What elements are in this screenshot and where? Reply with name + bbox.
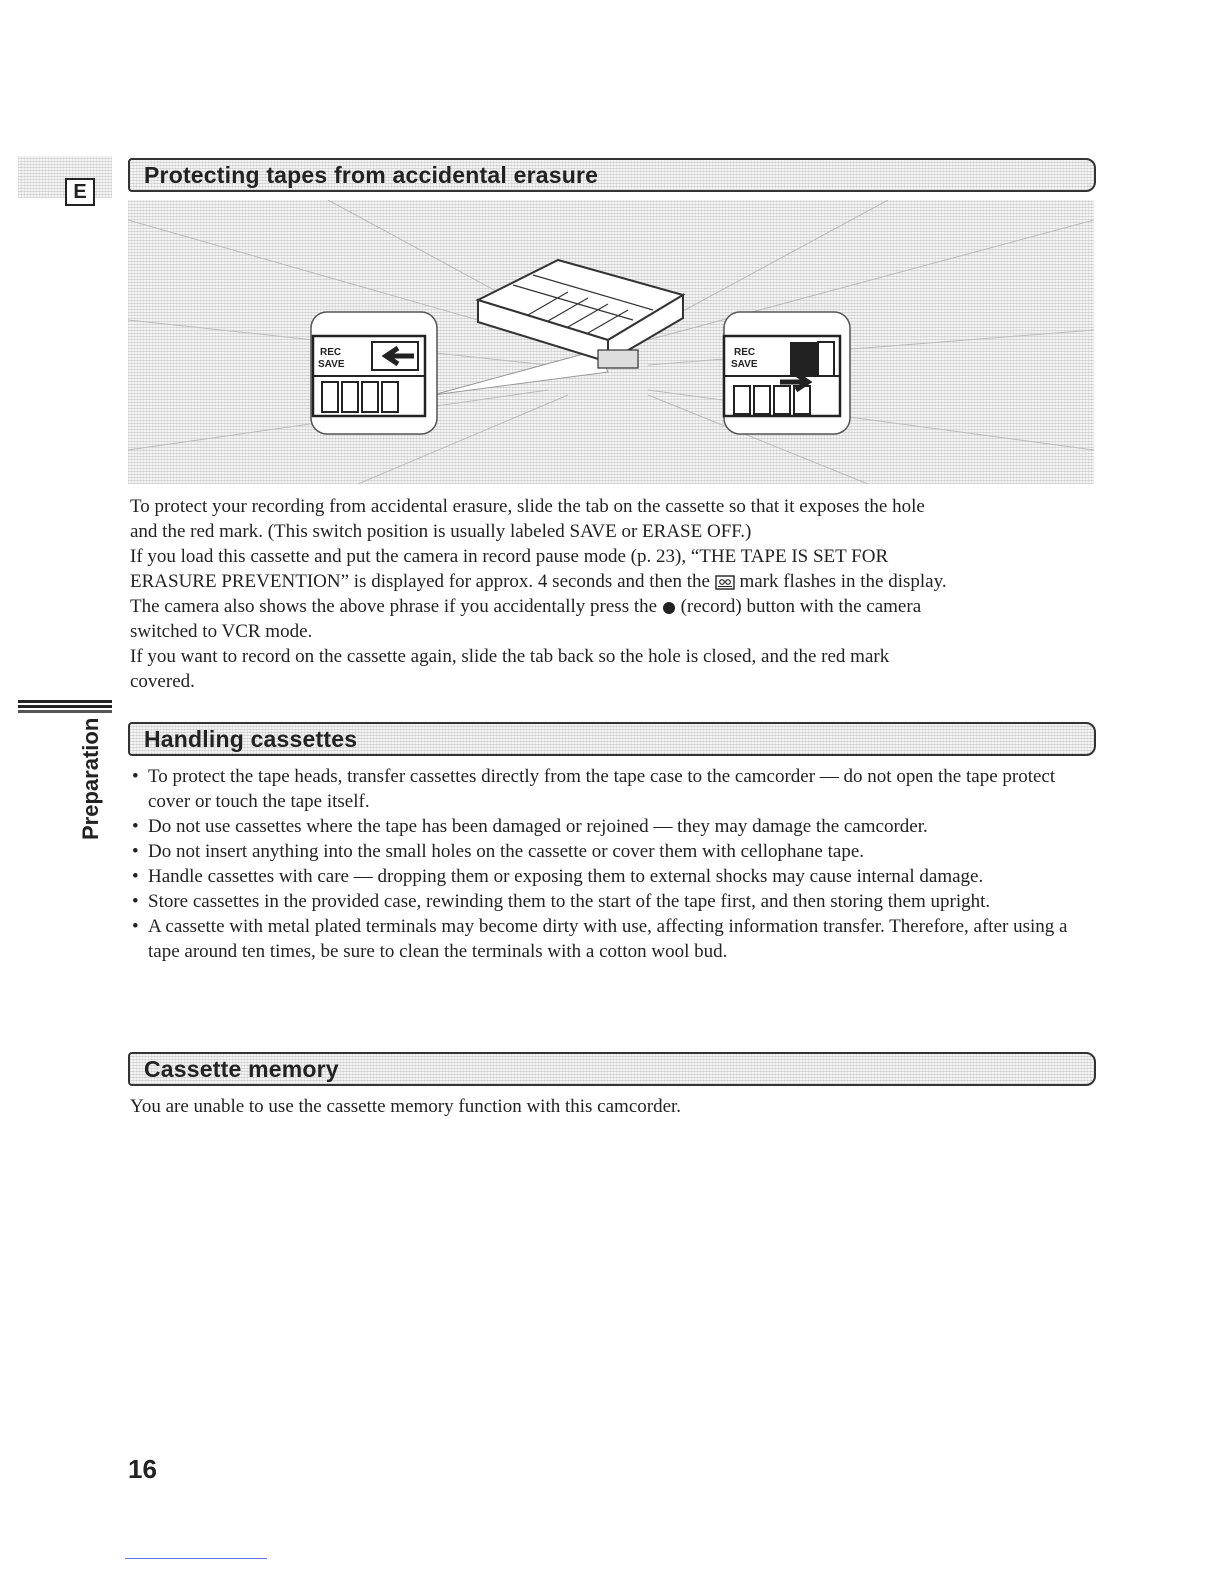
section-title-protect: Protecting tapes from accidental erasure	[144, 162, 599, 188]
right-switch-tab	[790, 342, 818, 376]
handling-bullet-list	[130, 764, 1090, 964]
protect-para1-line1: To protect your recording from accidental erasure, slide the tab on the cassette so that it exposes the hole	[130, 496, 925, 517]
protect-para2-line4: switched to VCR mode.	[130, 621, 313, 642]
protect-para2-line2-a: ERASURE PREVENTION” is displayed for approx. 4 seconds and then the	[130, 571, 710, 592]
section-title-handling: Handling cassettes	[144, 726, 358, 752]
chapter-marker-bars	[18, 700, 112, 714]
section-header-memory	[128, 1052, 1096, 1086]
protect-para3-line1: If you want to record on the cassette again, slide the tab back so the hole is closed, and the red mark	[130, 646, 890, 667]
memory-text: You are unable to use the cassette memory function with this camcorder.	[130, 1096, 682, 1117]
list-item: • Handle cassettes with care — dropping them or exposing them to external shocks may cause internal damage.	[130, 864, 1090, 889]
chapter-side-label: Preparation	[78, 717, 103, 840]
protect-para2-line2	[130, 569, 947, 597]
left-switch-callout	[311, 312, 437, 434]
list-item: • To protect the tape heads, transfer cassettes directly from the tape case to the camcorder — do not open the tape protect cover or touch the tape itself.	[130, 764, 1090, 814]
record-dot-icon	[662, 597, 676, 622]
protect-para2-line2-b: mark flashes in the display.	[739, 571, 947, 592]
right-rec-label: REC	[734, 347, 756, 358]
cassette-shape	[478, 260, 683, 368]
list-item: • A cassette with metal plated terminals may become dirty with use, affecting information transfer. Therefore, after using a tape around ten times, be sure to clean the terminals with a cotton wool bud.	[130, 914, 1090, 964]
protect-para2-line3-b: (record) button with the camera	[680, 596, 922, 617]
protect-para1-line2: and the red mark. (This switch position is usually labeled SAVE or ERASE OFF.)	[130, 521, 752, 542]
cassette-illustration	[128, 200, 1094, 484]
list-item: • Store cassettes in the provided case, rewinding them to the start of the tape first, and then storing them upright.	[130, 889, 1090, 914]
protect-para2-line1: If you load this cassette and put the camera in record pause mode (p. 23), “THE TAPE IS SET FOR	[130, 546, 889, 567]
section-header-handling	[128, 722, 1096, 756]
protect-para2-line3	[130, 594, 921, 622]
protect-para2-line3-a: The camera also shows the above phrase if you accidentally press the	[130, 596, 658, 617]
right-switch-callout	[724, 312, 850, 434]
cassette-diagram	[128, 200, 1094, 484]
page-number: 16	[128, 1454, 157, 1484]
section-header-protect	[128, 158, 1096, 192]
right-save-label: SAVE	[731, 359, 758, 370]
left-beam	[433, 350, 608, 395]
section-title-memory: Cassette memory	[144, 1056, 339, 1082]
left-rec-label: REC	[320, 347, 342, 358]
protect-para3-line2: covered.	[130, 671, 195, 692]
list-item: • Do not use cassettes where the tape has been damaged or rejoined — they may damage the camcorder.	[130, 814, 1090, 839]
list-item: • Do not insert anything into the small holes on the cassette or cover them with cellophane tape.	[130, 839, 1090, 864]
language-tab-letter: E	[65, 178, 95, 206]
bottom-rule	[125, 1558, 267, 1559]
left-save-label: SAVE	[318, 359, 345, 370]
